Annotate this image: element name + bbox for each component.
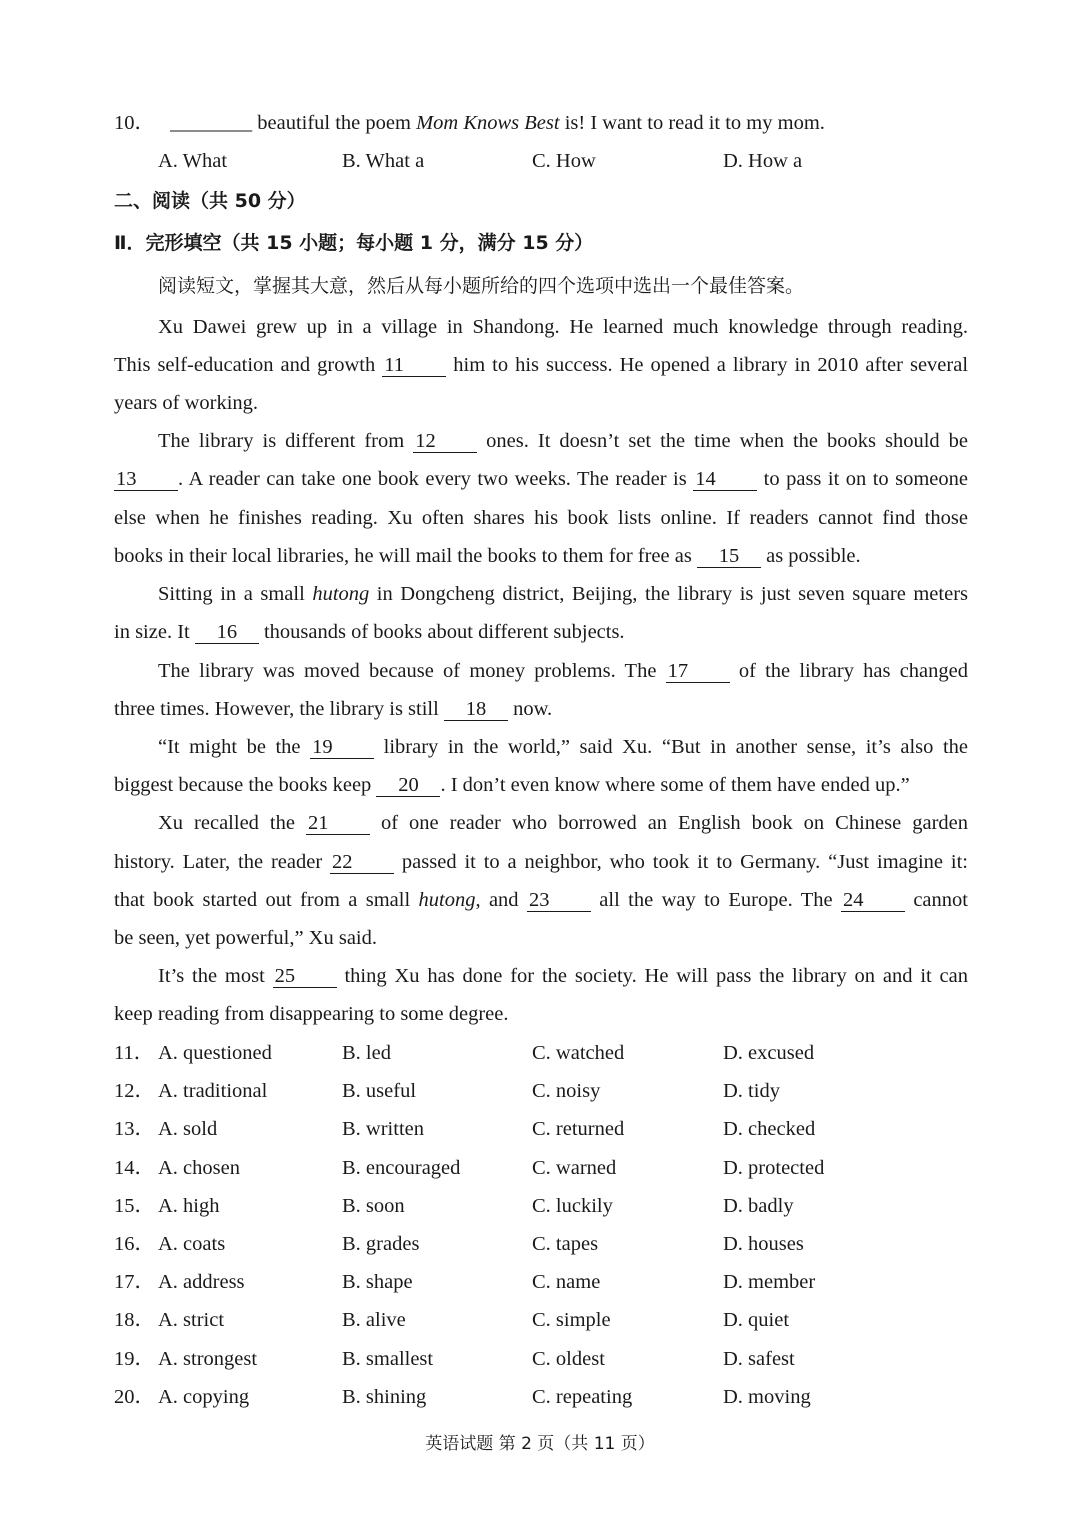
text: to pass it on to someone: [757, 468, 968, 490]
question-text: is! I want to read it to my mom.: [559, 112, 825, 134]
option-a: A. high: [158, 1194, 220, 1217]
question-row: [114, 1193, 974, 1219]
option-a: A. strict: [158, 1309, 225, 1332]
blank-25: 25: [273, 965, 337, 988]
option-b: B. shape: [342, 1271, 413, 1294]
option-b: B. written: [342, 1118, 424, 1141]
option-c: C. watched: [532, 1042, 625, 1064]
question-number: 19．: [114, 1347, 155, 1370]
text: thousands of books about different subjects.: [258, 621, 625, 643]
option-b: B. encouraged: [342, 1156, 461, 1179]
option-b: B. shining: [342, 1385, 427, 1408]
passage-line: [114, 696, 968, 722]
passage-line: [114, 887, 968, 913]
option-b: B. led: [342, 1042, 391, 1064]
option-a: A. strongest: [158, 1347, 258, 1370]
blank-19: 19: [310, 736, 374, 759]
question-number: 12．: [114, 1080, 155, 1103]
text: that book started out from a small: [114, 889, 419, 911]
blank-15: 15: [697, 545, 761, 568]
text: now.: [507, 698, 553, 720]
text: “It might be the: [158, 736, 311, 758]
poem-title: Mom Knows Best: [416, 112, 560, 134]
option-d: D. quiet: [723, 1309, 790, 1332]
passage-line: keep reading from disappearing to some degree.: [114, 1003, 509, 1025]
text: books in their local libraries, he will mail the books to them for free as: [114, 545, 697, 567]
question-number: 13．: [114, 1118, 155, 1141]
option-a: A. traditional: [158, 1080, 268, 1103]
option-d: D. excused: [723, 1042, 815, 1064]
option-c: C. noisy: [532, 1080, 601, 1103]
option-a: A. coats: [158, 1233, 226, 1255]
option-b: B. grades: [342, 1233, 420, 1255]
option-b: B. smallest: [342, 1347, 434, 1370]
passage-line: [114, 466, 968, 492]
question-row: [114, 1040, 974, 1066]
question-row: [114, 1155, 974, 1181]
text: in Dongcheng district, Beijing, the library is just seven square meters: [369, 583, 968, 605]
question-number: 17．: [114, 1271, 155, 1294]
option-c: C. warned: [532, 1156, 617, 1179]
question-row: [114, 1116, 974, 1142]
blank-23: 23: [527, 889, 591, 912]
passage-line: [158, 428, 968, 454]
option-c: C. oldest: [532, 1347, 605, 1370]
blank-22: 22: [330, 851, 394, 874]
passage-line: [158, 963, 968, 989]
blank-14: 14: [693, 468, 757, 491]
option-b: B. soon: [342, 1194, 405, 1217]
question-number: 11．: [114, 1042, 155, 1064]
question-number: 10．: [114, 112, 155, 134]
option-c: C. luckily: [532, 1194, 613, 1217]
text: library in the world,” said Xu. “But in another sense, it’s also the: [374, 736, 968, 758]
option-a: A. What: [158, 150, 228, 172]
text: biggest because the books keep: [114, 774, 377, 796]
option-d: D. tidy: [723, 1080, 780, 1103]
blank: ________: [170, 112, 253, 134]
question-10: [114, 110, 968, 136]
blank-20: 20: [376, 774, 440, 797]
question-10-options: [114, 148, 974, 174]
option-c: C. tapes: [532, 1233, 599, 1255]
blank-21: 21: [306, 812, 370, 835]
passage-line: [158, 658, 968, 684]
blank-17: 17: [666, 660, 730, 683]
blank-18: 18: [444, 698, 508, 721]
passage-line: [114, 352, 968, 378]
option-c: C. returned: [532, 1118, 625, 1141]
instruction: 阅读短文，掌握其大意，然后从每小题所给的四个选项中选出一个最佳答案。: [158, 275, 805, 297]
option-d: D. houses: [723, 1233, 804, 1255]
italic-word: hutong: [418, 889, 476, 911]
passage-line: else when he finishes reading. Xu often shares his book lists online. If readers cannot find those: [114, 507, 968, 529]
text: all the way to Europe. The: [590, 889, 841, 911]
text: passed it to a neighbor, who took it to Germany. “Just imagine it:: [394, 851, 968, 873]
option-d: D. member: [723, 1271, 816, 1294]
option-d: D. moving: [723, 1385, 811, 1408]
option-b: B. alive: [342, 1309, 406, 1332]
text: , and: [475, 889, 527, 911]
text: of one reader who borrowed an English book on Chinese garden: [369, 812, 969, 834]
option-d: D. checked: [723, 1118, 816, 1141]
question-number: 18．: [114, 1309, 155, 1332]
passage-line: [114, 772, 968, 798]
passage-line: [114, 849, 968, 875]
option-d: D. safest: [723, 1347, 795, 1370]
text: Sitting in a small: [158, 583, 313, 605]
italic-word: hutong: [312, 583, 370, 605]
question-text: beautiful the poem: [257, 112, 417, 134]
text: in size. It: [114, 621, 195, 643]
question-row: [114, 1078, 974, 1104]
passage-line: [158, 734, 968, 760]
question-number: 15．: [114, 1194, 155, 1217]
option-a: A. address: [158, 1271, 245, 1294]
text: It’s the most: [158, 965, 273, 987]
option-a: A. copying: [158, 1385, 250, 1408]
option-b: B. What a: [342, 150, 425, 172]
option-c: C. repeating: [532, 1385, 633, 1408]
blank-24: 24: [841, 889, 905, 912]
option-d: D. How a: [723, 150, 803, 172]
text: history. Later, the reader: [114, 851, 331, 873]
text: him to his success. He opened a library in 2010 after several: [446, 354, 969, 376]
passage-line: Xu Dawei grew up in a village in Shandong. He learned much knowledge through reading.: [158, 316, 968, 338]
text: Xu recalled the: [158, 812, 306, 834]
question-number: 14．: [114, 1156, 155, 1179]
page-footer: 英语试题 第 2 页（共 11 页）: [425, 1434, 655, 1454]
text: This self-education and growth: [114, 354, 383, 376]
option-a: A. questioned: [158, 1042, 272, 1064]
passage-line: be seen, yet powerful,” Xu said.: [114, 927, 377, 949]
passage-line: years of working.: [114, 392, 259, 414]
text: The library is different from: [158, 430, 414, 452]
passage-line: [158, 581, 968, 607]
option-a: A. sold: [158, 1118, 218, 1141]
option-d: D. protected: [723, 1156, 825, 1179]
option-c: C. name: [532, 1271, 601, 1294]
part-heading: Ⅱ．完形填空（共 15 小题；每小题 1 分，满分 15 分）: [114, 232, 594, 254]
section-heading: 二、阅读（共 50 分）: [114, 190, 306, 212]
question-number: 16．: [114, 1233, 155, 1255]
text: . I don’t even know where some of them have ended up.”: [440, 774, 910, 796]
blank-13: 13: [114, 468, 178, 491]
text: The library was moved because of money problems. The: [158, 660, 666, 682]
option-d: D. badly: [723, 1194, 794, 1217]
text: cannot: [904, 889, 968, 911]
option-b: B. useful: [342, 1080, 417, 1103]
question-row: [114, 1346, 974, 1372]
option-a: A. chosen: [158, 1156, 240, 1179]
text: as possible.: [760, 545, 861, 567]
question-row: [114, 1307, 974, 1333]
question-row: [114, 1269, 974, 1295]
blank-11: 11: [382, 354, 446, 377]
passage-line: [114, 543, 968, 569]
text: . A reader can take one book every two weeks. The reader is: [178, 468, 694, 490]
blank-12: 12: [413, 430, 477, 453]
option-c: C. How: [532, 150, 596, 172]
question-row: [114, 1384, 974, 1410]
passage-line: [158, 810, 968, 836]
question-number: 20．: [114, 1385, 155, 1408]
text: of the library has changed: [729, 660, 968, 682]
blank-16: 16: [195, 621, 259, 644]
question-row: [114, 1231, 974, 1257]
text: ones. It doesn’t set the time when the books should be: [477, 430, 968, 452]
passage-line: [114, 619, 968, 645]
text: thing Xu has done for the society. He will pass the library on and it can: [336, 965, 969, 987]
text: three times. However, the library is still: [114, 698, 444, 720]
option-c: C. simple: [532, 1309, 611, 1332]
